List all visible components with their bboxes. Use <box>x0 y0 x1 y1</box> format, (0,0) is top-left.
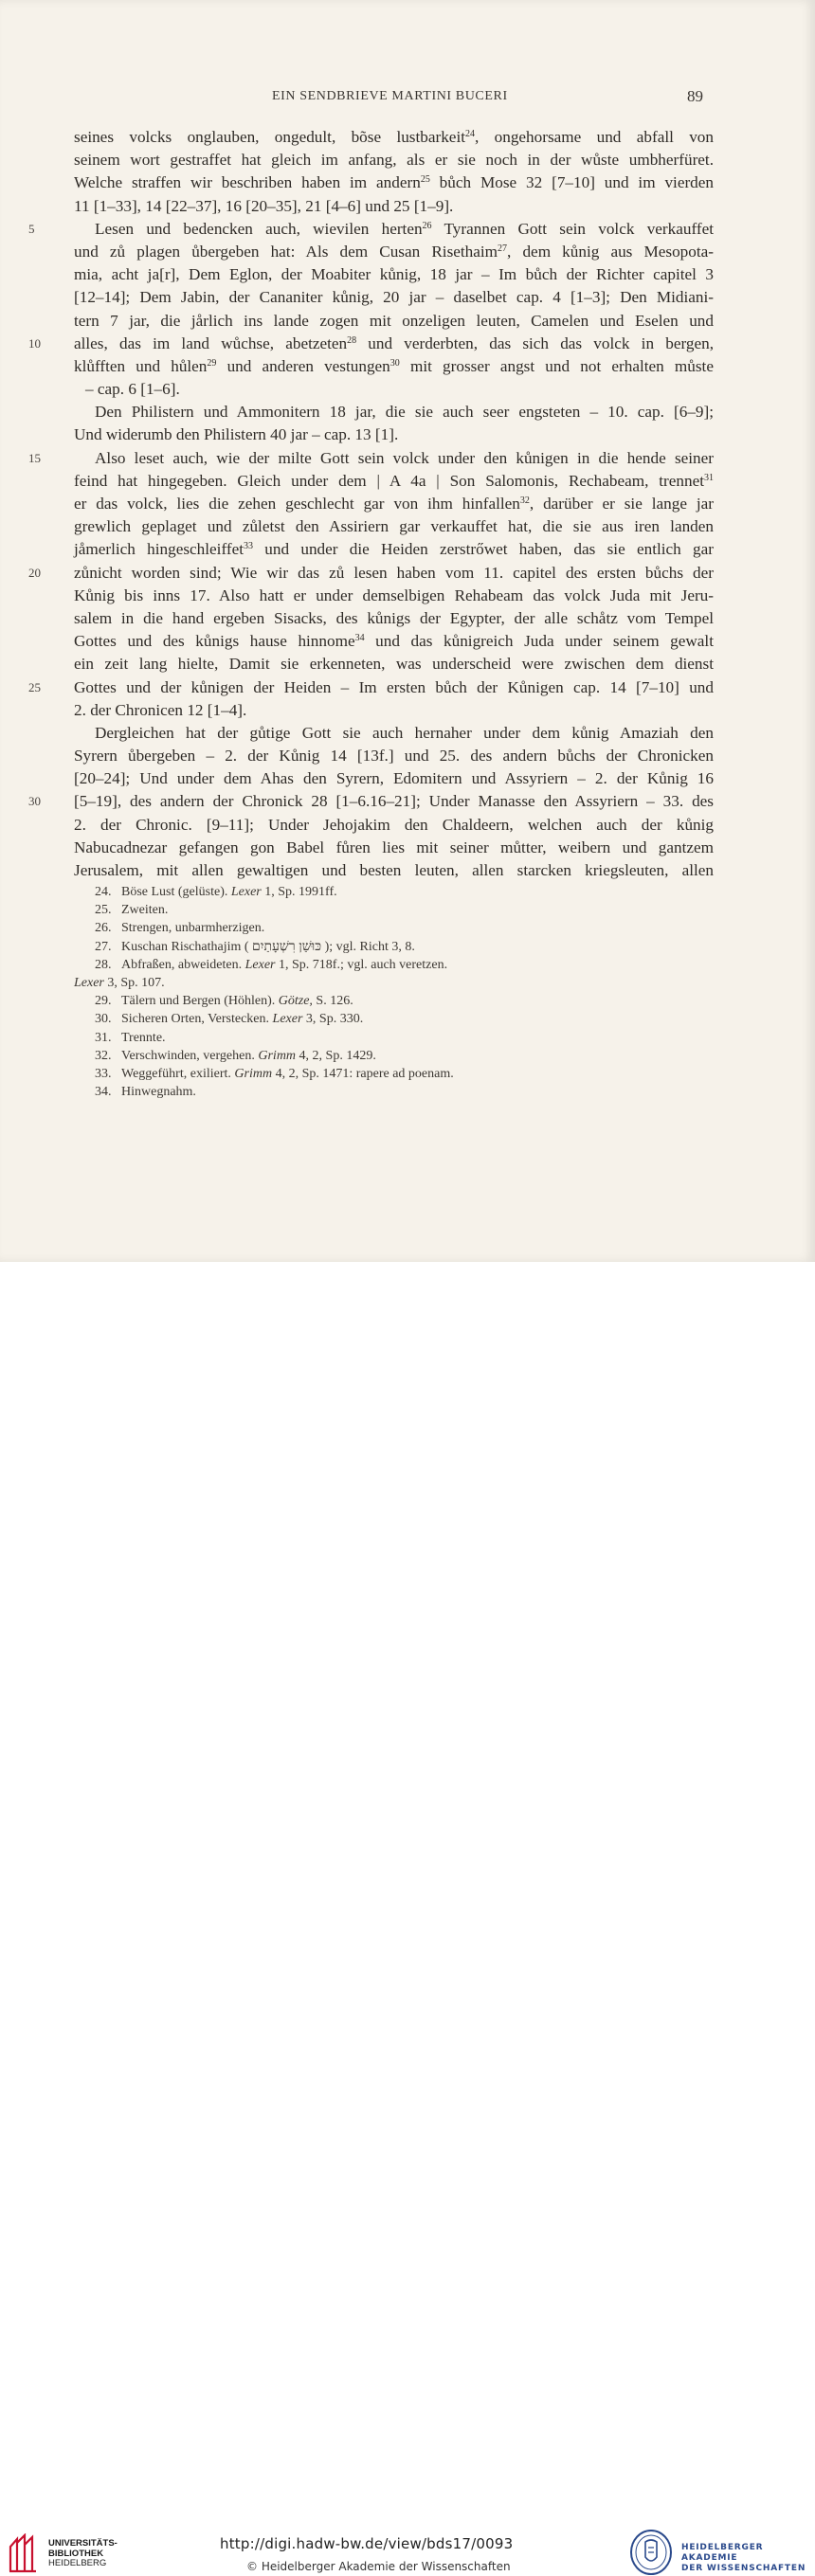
footnote: 25. Zweiten. <box>74 901 714 919</box>
footnote: 33. Weggeführt, exiliert. Grimm 4, 2, Sp. 1471: rapere ad poenam. <box>74 1065 714 1083</box>
footnote-number: 32. <box>95 1048 112 1063</box>
academy-label[interactable] <box>681 2543 815 2574</box>
italic-citation: Götze, <box>278 994 313 1009</box>
ub-line-1: UNIVERSITÄTS- <box>48 2538 118 2549</box>
academy-line-1: HEIDELBERGER AKADEMIE <box>681 2543 764 2563</box>
footnote: Lexer 3, Sp. 107. <box>74 975 165 990</box>
footnote-number: 33. <box>95 1066 112 1081</box>
copyright-notice: © Heidelberger Akademie der Wissenschaften <box>246 2560 511 2573</box>
footnote: 30. Sicheren Orten, Verstecken. Lexer 3, Sp. 330. <box>74 1010 714 1028</box>
text-line: Dergleichen hat der gůtige Gott sie auch hernaher under dem kůnig Amaziah den <box>95 723 714 742</box>
academy-seal-icon[interactable] <box>629 2529 673 2576</box>
footnote-ref: 27 <box>498 243 508 254</box>
text-line: Und widerumb den Philistern 40 jar – cap. 13 [1]. <box>74 425 399 444</box>
text-line: feind hat hingegeben. Gleich under dem | A 4a | Son Salomonis, Rechabeam, trennet$^{31}$ <box>74 471 714 490</box>
text-line: jåmerlich hingeschleiffet$^{33}$ und under die Heiden zerstrőwet haben, das sie entlich gar <box>74 540 714 559</box>
text-line: [20–24]; Und under dem Ahas den Syrern, Edomitern und Assyriern – 2. der Kůnig 16 <box>74 769 714 788</box>
italic-citation: Lexer <box>272 1012 303 1027</box>
footnote: 27. Kuschan Rischathajim ( כּוּשַׁן רִשְׁעָתַיִם ); vgl. Richt 3, 8. <box>74 938 714 956</box>
line-number: 15 <box>28 450 41 465</box>
text-line: 2. der Chronic. [9–11]; Under Jehojakim den Chaldeern, welchen auch der kůnig <box>74 815 714 834</box>
book-page <box>0 0 815 1262</box>
footnote-number: 25. <box>95 903 112 918</box>
footnote: 31. Trennte. <box>74 1029 714 1047</box>
text-line: tern 7 jar, die jårlich ins lande zogen mit onzeligen leuten, Camelen und Eselen und <box>74 311 714 330</box>
text-line: 10 alles, das im land wůchse, abetzeten$^{28}$ und verderbten, das sich das volck in bergen, <box>74 333 714 355</box>
footnote-number: 26. <box>95 921 112 936</box>
text-line: Nabucadnezar gefangen gon Babel fůren lies mit seiner můtter, weibern und gantzem <box>74 838 714 856</box>
text-line: ein zeit lang hielte, Damit sie erkenneten, was underscheid were zwischen dem dienst <box>74 655 714 674</box>
footnote-ref: 25 <box>420 174 430 186</box>
footnote: 32. Verschwinden, vergehen. Grimm 4, 2, Sp. 1429. <box>74 1047 714 1065</box>
italic-citation: Lexer <box>244 957 276 972</box>
footnote: 24. Böse Lust (gelüste). Lexer 1, Sp. 1991ff. <box>74 883 714 901</box>
text-line: er das volck, lies die zehen geschlecht gar von ihm hinfallen$^{32}$, darüber er sie lange jar <box>74 495 714 513</box>
text-line: Gottes und des kůnigs hause hinnome$^{34}$ und das kůnigreich Juda under seinem gewalt <box>74 632 714 651</box>
text-line: Jerusalem, mit allen gewaltigen und besten leuten, allen starcken kriegsleuten, allen <box>74 861 714 879</box>
line-number: 30 <box>28 794 41 809</box>
text-line: 20 zůnicht worden sind; Wie wir das zů lesen haben vom 11. capitel des ersten bůchs der <box>74 562 714 585</box>
line-number: 20 <box>28 565 41 580</box>
running-head <box>0 87 815 108</box>
text-line: seinem wort gestraffet hat gleich im anfang, als er sie noch in der wůste umbherfüret. <box>74 151 714 170</box>
footnote-number: 30. <box>95 1012 112 1027</box>
text-line: mia, acht ja[r], Dem Eglon, der Moabiter kůnig, 18 jar – Im bůch der Richter capitel 3 <box>74 265 714 284</box>
permalink-url[interactable]: http://digi.hadw-bw.de/view/bds17/0093 <box>220 2535 514 2552</box>
italic-citation: Grimm <box>234 1066 273 1081</box>
ub-line-2: BIBLIOTHEK <box>48 2548 104 2559</box>
text-line: 25 Gottes und der kůnigen der Heiden – Im ersten bůch der Kůnigen cap. 14 [7–10] und <box>74 676 714 699</box>
footnote-ref: 33 <box>244 541 253 552</box>
italic-citation: Lexer <box>230 885 262 899</box>
text-line: 11 [1–33], 14 [22–37], 16 [20–35], 21 [4–6] und 25 [1–9]. <box>74 196 454 215</box>
running-title: EIN SENDBRIEVE MARTINI BUCERI <box>272 89 508 103</box>
footnote: 29. Tälern und Bergen (Höhlen). Götze, S. 126. <box>74 992 714 1010</box>
footnote-number: 28. <box>95 957 112 972</box>
university-library-logo-icon[interactable] <box>8 2533 42 2573</box>
footnote: 26. Strengen, unbarmherzigen. <box>74 919 714 937</box>
text-line: [12–14]; Dem Jabin, der Cananiter kůnig, 20 jar – daselbet cap. 4 [1–3]; Den Midiani- <box>74 288 714 307</box>
footnote: 28. Abfraßen, abweideten. Lexer 1, Sp. 718f.; vgl. auch veretzen. <box>74 956 714 974</box>
footnote-number: 27. <box>95 939 112 954</box>
academy-line-2: DER WISSENSCHAFTEN <box>681 2564 806 2573</box>
footer-bar <box>0 1262 815 2573</box>
footnote-number: 24. <box>95 885 112 899</box>
footnote-number: 34. <box>95 1085 112 1100</box>
footnote-ref: 30 <box>389 357 400 369</box>
text-line: – cap. 6 [1–6]. <box>85 380 180 399</box>
footnotes <box>74 883 714 1101</box>
text-line: Den Philistern und Ammonitern 18 jar, die sie auch seer engsteten – 10. cap. [6–9]; <box>95 403 714 422</box>
text-line: 30 [5–19], des andern der Chronick 28 [1–6.16–21]; Under Manasse den Assyriern – 33. des <box>74 790 714 813</box>
footnote-ref: 31 <box>704 472 714 483</box>
text-line: klůfften und hůlen$^{29}$ und anderen vestungen$^{30}$ mit grosser angst und not erhalten můste <box>74 356 714 375</box>
text-line: grewlich geplaget und zůletst den Assiriern gar verkauffet hat, die sie aus iren landen <box>74 517 714 536</box>
text-line: Welche straffen wir beschriben haben im andern$^{25}$ bůch Mose 32 [7–10] und im vierden <box>74 173 714 192</box>
text-line: seines volcks onglauben, ongedult, bõse lustbarkeit$^{24}$, ongehorsame und abfall von <box>74 128 714 146</box>
ub-line-3: HEIDELBERG <box>48 2558 107 2568</box>
footnote-ref: 24 <box>465 129 475 139</box>
text-line: 15 Also leset auch, wie der milte Gott sein volck under den kůnigen in die hende seiner <box>74 447 714 470</box>
footnote-ref: 28 <box>347 334 357 346</box>
text-line: Kůnig bis inns 17. Also hatt er under demselbigen Rehabeam das volck Juda mit Jeru- <box>74 585 714 604</box>
text-line: und zů plagen ůbergeben hat: Als dem Cusan Risethaim$^{27}$, dem kůnig aus Mesopota- <box>74 242 714 261</box>
footnote-ref: 29 <box>207 357 217 369</box>
italic-citation: Grimm <box>258 1048 297 1063</box>
footnote-number: 29. <box>95 994 112 1009</box>
text-line: Syrern ůbergeben – 2. der Kůnig 14 [13f.] und 25. des andern bůchs der Chronicken <box>74 747 714 766</box>
line-number: 25 <box>28 679 41 694</box>
page-number: 89 <box>687 87 703 105</box>
footnote-ref: 34 <box>354 633 365 644</box>
footnote-number: 31. <box>95 1030 112 1045</box>
footnote-ref: 26 <box>422 220 432 231</box>
footnote: 34. Hinwegnahm. <box>74 1083 714 1101</box>
main-text <box>28 126 714 882</box>
italic-citation: Lexer <box>74 975 104 990</box>
line-number: 5 <box>28 221 35 236</box>
footnote-ref: 32 <box>519 495 530 506</box>
line-number: 10 <box>28 335 41 351</box>
text-line: 5 Lesen und bedencken auch, wievilen herten$^{26}$ Tyrannen Gott sein volck verkauffet <box>74 218 714 241</box>
text-line: 2. der Chronicen 12 [1–4]. <box>74 700 247 719</box>
text-line: salem in die hand ergeben Sisacks, des kůnigs der Egypter, der alle schåtz vom Tempel <box>74 608 714 627</box>
university-library-label[interactable] <box>48 2539 118 2569</box>
